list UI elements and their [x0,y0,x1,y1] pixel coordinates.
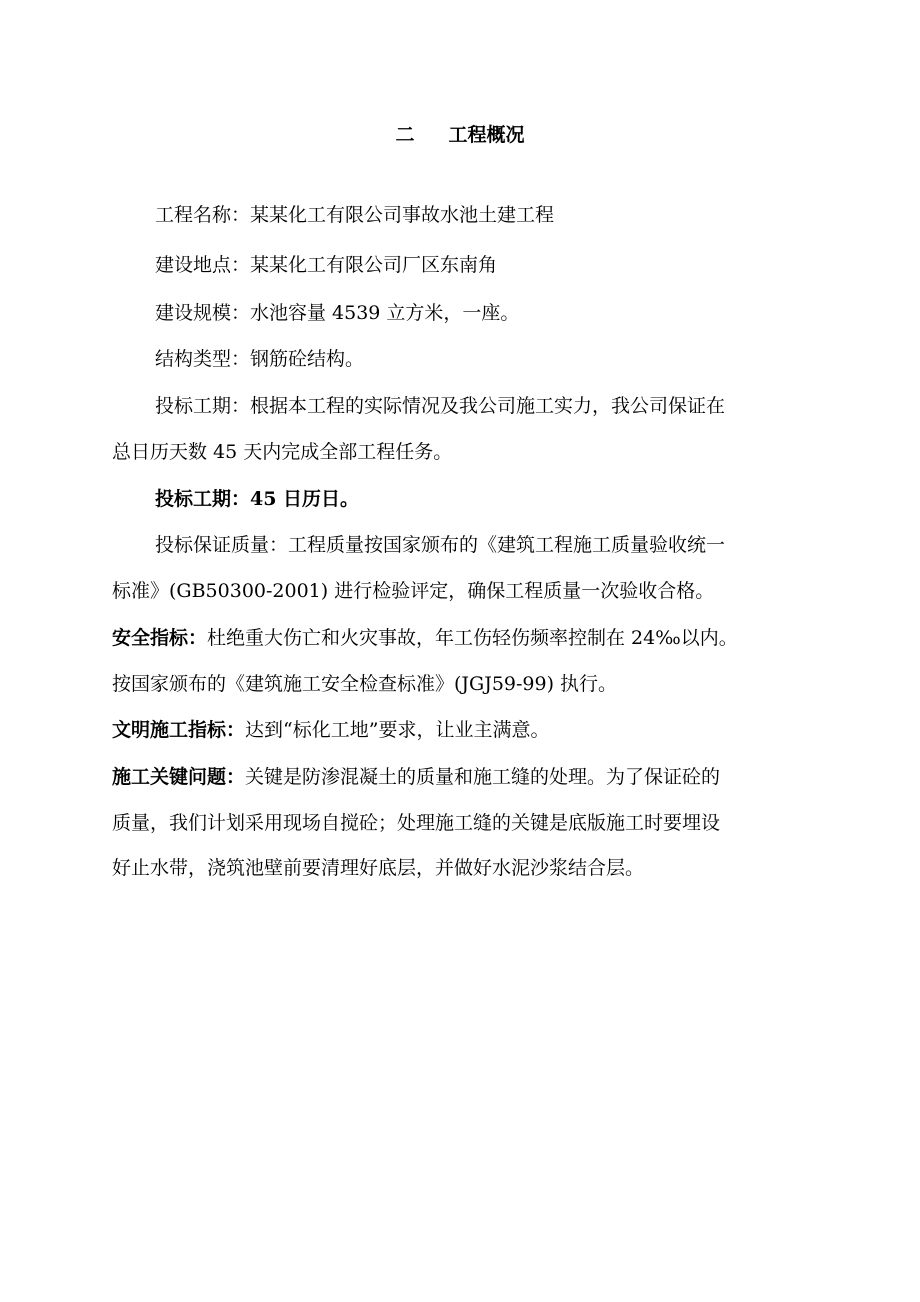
safety-text: 杜绝重大伤亡和火灾事故，年工伤轻伤频率控制在 24‰以内。 [207,627,738,649]
quality-line-2: 标准》(GB50300-2001) 进行检验评定，确保工程质量一次验收合格。 [112,580,715,602]
safety-line-2: 按国家颁布的《建筑施工安全检查标准》(JGJ59-99) 执行。 [112,673,618,695]
section-number: 二 [395,124,415,146]
civil-text: 达到“标化工地”要求，让业主满意。 [245,719,550,741]
section-heading [0,120,920,150]
safety-line-1 [112,623,738,653]
project-name-line: 工程名称：某某化工有限公司事故水池土建工程 [155,204,555,226]
location-line: 建设地点：某某化工有限公司厂区东南角 [155,254,498,276]
key-issue-text: 关键是防渗混凝土的质量和施工缝的处理。为了保证砼的 [245,766,721,788]
section-title: 工程概况 [448,124,525,146]
civil-line [112,715,549,745]
key-issue-line-2: 质量，我们计划采用现场自搅砼；处理施工缝的关键是底版施工时要埋设 [112,812,721,834]
key-issue-label: 施工关键问题： [112,766,246,788]
structure-line: 结构类型：钢筋砼结构。 [155,348,365,370]
scale-line: 建设规模：水池容量 4539 立方米，一座。 [155,302,520,324]
civil-label: 文明施工指标： [112,719,246,741]
key-issue-line-1 [112,762,720,792]
key-issue-line-3: 好止水带，浇筑池壁前要清理好底层，并做好水泥沙浆结合层。 [112,857,645,879]
bid-period-line-2: 总日历天数 45 天内完成全部工程任务。 [112,441,453,463]
bid-period-line-1: 投标工期：根据本工程的实际情况及我公司施工实力，我公司保证在 [155,395,726,417]
bid-period-bold-line: 投标工期：45 日历日。 [155,488,360,510]
safety-label: 安全指标： [112,627,208,649]
quality-line-1: 投标保证质量：工程质量按国家颁布的《建筑工程施工质量验收统一 [155,534,726,556]
